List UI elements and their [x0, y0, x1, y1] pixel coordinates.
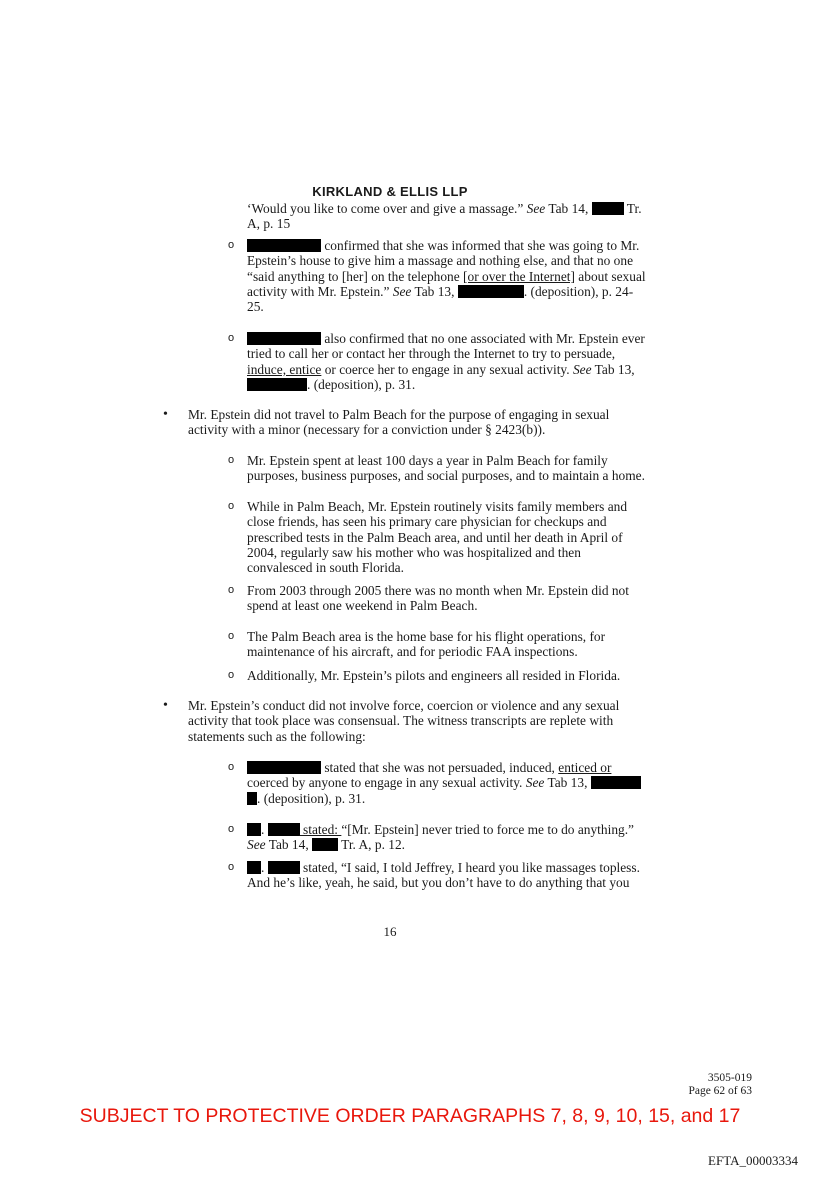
redaction-box [591, 776, 641, 789]
page-number: 16 [383, 924, 397, 939]
paragraph-pilots: Additionally, Mr. Epstein’s pilots and engineers all resided in Florida. [247, 668, 621, 683]
redaction-box [247, 823, 261, 836]
paragraph-home-base: The Palm Beach area is the home base for his flight operations, for maintenance of his aircraft, and for periodic FAA inspections. [247, 629, 606, 660]
paragraph-never-force: . stated: “[Mr. Epstein] never tried to force me to do anything.” See Tab 14, Tr. A, p. 12. [247, 822, 634, 853]
redaction-box [247, 378, 307, 391]
sub-bullet-marker: o [228, 332, 235, 344]
paragraph-routinely-visits: While in Palm Beach, Mr. Epstein routinely visits family members and close friends, has seen his primary care physician for checkups and prescribed tests in the Palm Beach area, and until her death in April of 2004, regularly saw his mother who was hospitalized and then convalesced in south Florida. [247, 499, 628, 576]
redaction-box [247, 792, 257, 805]
redaction-box [312, 838, 338, 851]
paragraph-not-persuaded: stated that she was not persuaded, induced, enticed or coerced by anyone to engage in any sexual activity. See Tab 13, . (deposition), p. 31. [247, 760, 647, 806]
sub-bullet-marker: o [228, 454, 235, 466]
sub-bullet-marker: o [228, 239, 235, 251]
document-stamp: 3505-019 Page 62 of 63 [688, 1072, 752, 1097]
paragraph-quote-continuation: ‘Would you like to come over and give a massage.” See Tab 14, Tr. A, p. 15 [247, 201, 642, 232]
redaction-box [592, 202, 624, 215]
sub-bullet-marker: o [228, 861, 235, 873]
paragraph-no-force: Mr. Epstein’s conduct did not involve force, coercion or violence and any sexual activity that took place was consensual. The witness transcripts are replete with statements such as the following: [188, 698, 620, 744]
redaction-box [247, 239, 321, 252]
paragraph-confirmed-informed: confirmed that she was informed that she was going to Mr. Epstein’s house to give him a massage and nothing else, and that no one “said anything to [her] on the telephone [or over the Internet] about sexual activity with Mr. Epstein.” See Tab 13, . (deposition), p. 24- 25. [247, 238, 646, 315]
paragraph-2003-2005: From 2003 through 2005 there was no month when Mr. Epstein did not spend at least one weekend in Palm Beach. [247, 583, 629, 614]
sub-bullet-marker: o [228, 669, 235, 681]
sub-bullet-marker: o [228, 584, 235, 596]
paragraph-no-one-associated: also confirmed that no one associated with Mr. Epstein ever tried to call her or contact her through the Internet to try to persuade, induce, entice or coerce her to engage in any sexual activity. See Tab 13, . (deposition), p. 31. [247, 331, 645, 392]
protective-order-notice: SUBJECT TO PROTECTIVE ORDER PARAGRAPHS 7, 8, 9, 10, 15, and 17 [79, 1105, 741, 1127]
bullet-marker: • [163, 698, 168, 713]
redaction-box [247, 332, 321, 345]
paragraph-did-not-travel: Mr. Epstein did not travel to Palm Beach for the purpose of engaging in sexual activity with a minor (necessary for a conviction under § 2423(b)). [188, 407, 610, 438]
bullet-marker: • [163, 407, 168, 422]
redaction-box [247, 861, 261, 874]
paragraph-100-days: Mr. Epstein spent at least 100 days a year in Palm Beach for family purposes, business purposes, and social purposes, and to maintain a home. [247, 453, 645, 484]
bates-number: EFTA_00003334 [708, 1153, 798, 1168]
sub-bullet-marker: o [228, 630, 235, 642]
sub-bullet-marker: o [228, 500, 235, 512]
redaction-box [247, 761, 321, 774]
redaction-box [268, 823, 300, 836]
redaction-box [458, 285, 524, 298]
firm-letterhead: KIRKLAND & ELLIS LLP [312, 184, 468, 199]
sub-bullet-marker: o [228, 761, 235, 773]
sub-bullet-marker: o [228, 823, 235, 835]
redaction-box [268, 861, 300, 874]
paragraph-massages-topless: . stated, “I said, I told Jeffrey, I heard you like massages topless. And he’s like, yeah, he said, but you don’t have to do anything that you [247, 860, 640, 891]
